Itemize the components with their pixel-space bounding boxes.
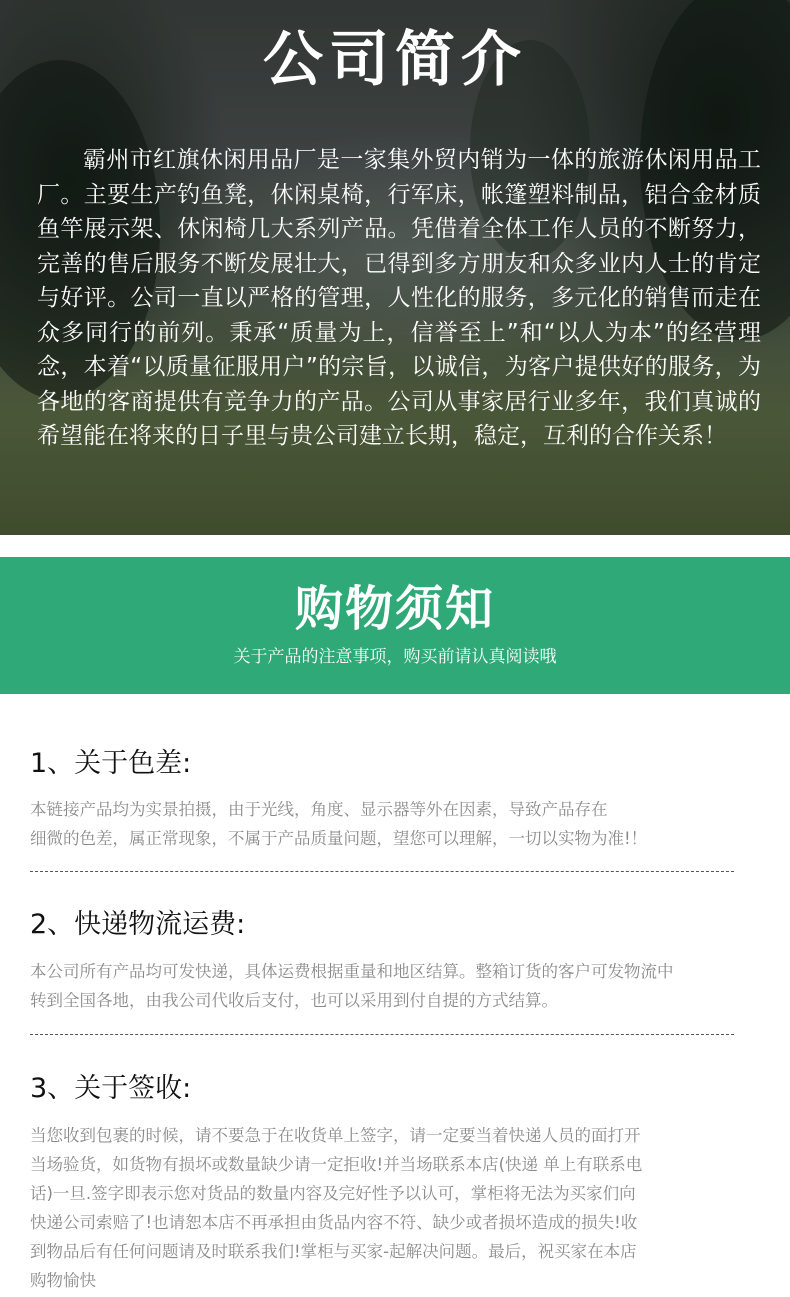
body-line: 细微的色差，属正常现象，不属于产品质量问题，望您可以理解，一切以实物为准!！ — [30, 829, 648, 848]
body-line: 到物品后有任何问题请及时联系我们!掌柜与买家-起解决问题。最后，祝买家在本店 — [30, 1242, 637, 1261]
body-line: 当场验货，如货物有损坏或数量缺少请一定拒收!并当场联系本店(快递 单上有联系电 — [30, 1155, 643, 1174]
section-body-shipping — [30, 957, 674, 1015]
shopping-notice-banner — [0, 557, 790, 694]
intro-title: 公司简介 — [263, 25, 527, 95]
body-line: 本链接产品均为实景拍摄，由于光线，角度、显示器等外在因素，导致产品存在 — [30, 800, 608, 819]
section-heading-signing: 3、关于签收: — [30, 1073, 192, 1104]
body-line: 当您收到包裹的时候，请不要急于在收货单上签字，请一定要当着快递人员的面打开 — [30, 1126, 641, 1145]
notice-subtitle: 关于产品的注意事项，购买前请认真阅读哦 — [233, 647, 557, 667]
section-body-signing — [30, 1121, 642, 1295]
body-line: 话)一旦.签字即表示您对货品的数量内容及完好性予以认可，掌柜将无法为买家们向 — [30, 1184, 636, 1203]
body-line: 快递公司索赔了!也请恕本店不再承担由货品内容不符、缺少或者损坏造成的损失!收 — [30, 1213, 638, 1232]
section-heading-color: 1、关于色差: — [30, 748, 192, 779]
section-heading-shipping: 2、快递物流运费: — [30, 909, 246, 940]
dashed-divider — [30, 1034, 734, 1035]
body-line: 本公司所有产品均可发快递，具体运费根据重量和地区结算。整箱订货的客户可发物流中 — [30, 962, 674, 981]
company-intro-section — [0, 0, 790, 535]
notice-title: 购物须知 — [294, 581, 495, 637]
body-line: 转到全国各地，由我公司代收后支付，也可以采用到付自提的方式结算。 — [30, 991, 558, 1010]
section-body-color — [30, 795, 647, 853]
intro-paragraph: 霸州市红旗休闲用品厂是一家集外贸内销为一体的旅游休闲用品工厂。主要生产钓鱼凳，休闲桌椅，行军床，帐篷塑料制品，铝合金材质鱼竿展示架、休闲椅几大系列产品。凭借着全体工作人员的不断努力，完善的售后服务不断发展壮大，已得到多方朋友和众多业内人士的肯定与好评。公司一直以严格的管理，人性化的服务，多元化的销售而走在众多同行的前列。秉承“质量为上，信誉至上”和“以人为本”的经营理念，本着“以质量征服用户”的宗旨，以诚信，为客户提供好的服务，为各地的客商提供有竞争力的产品。公司从事家居行业多年，我们真诚的希望能在将来的日子里与贵公司建立长期，稳定，互利的合作关系！ — [37, 147, 761, 449]
dashed-divider — [30, 871, 734, 872]
body-line: 购物愉快 — [30, 1271, 96, 1290]
